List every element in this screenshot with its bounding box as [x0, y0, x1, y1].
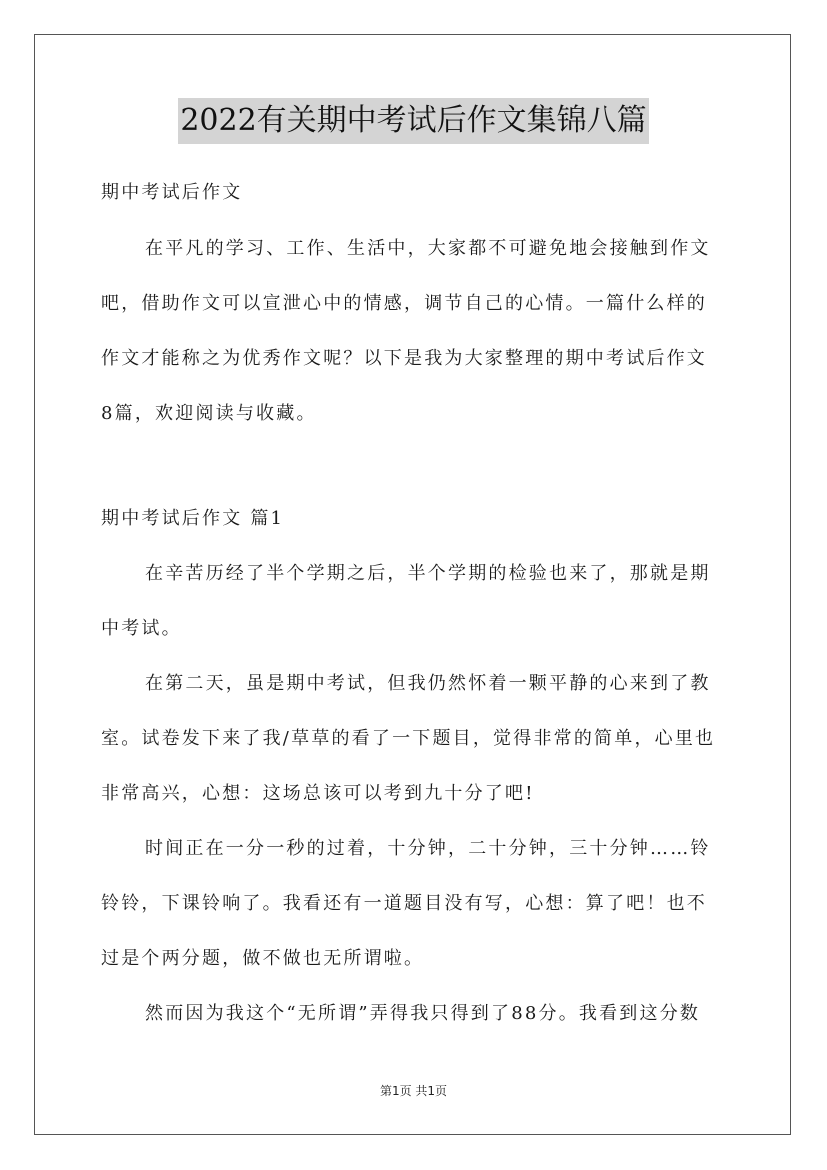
- paragraph-line: 时间正在一分一秒的过着，十分钟，二十分钟，三十分钟……铃: [145, 838, 711, 859]
- intro-line: 作文才能称之为优秀作文呢？以下是我为大家整理的期中考试后作文: [101, 348, 707, 369]
- intro-line: 在平凡的学习、工作、生活中，大家都不可避免地会接触到作文: [145, 238, 711, 259]
- page-footer: 第1页 共1页: [379, 1084, 448, 1098]
- paragraph-line: 过是个两分题，做不做也无所谓啦。: [101, 948, 425, 969]
- paragraph-line: 铃铃，下课铃响了。我看还有一道题目没有写，心想：算了吧！也不: [101, 893, 707, 914]
- paragraph-line: 非常高兴，心想：这场总该可以考到九十分了吧!: [101, 783, 535, 804]
- paragraph-line: 在辛苦历经了半个学期之后，半个学期的检验也来了，那就是期: [145, 563, 711, 584]
- paragraph-line: 中考试。: [101, 618, 182, 639]
- paragraph-line: 然而因为我这个“无所谓”弄得我只得到了88分。我看到这分数: [145, 1003, 701, 1024]
- intro-line: 吧，借助作文可以宣泄心中的情感，调节自己的心情。一篇什么样的: [101, 293, 707, 314]
- intro-line: 8篇，欢迎阅读与收藏。: [101, 403, 317, 424]
- title-container: [0, 98, 827, 144]
- section-heading: 期中考试后作文 篇1: [101, 508, 285, 529]
- document-title: 2022有关期中考试后作文集锦八篇: [178, 98, 648, 144]
- paragraph-line: 室。试卷发下来了我/草草的看了一下题目，觉得非常的简单，心里也: [101, 728, 716, 749]
- paragraph-line: 在第二天，虽是期中考试，但我仍然怀着一颗平静的心来到了教: [145, 673, 711, 694]
- section-heading: 期中考试后作文: [101, 182, 243, 203]
